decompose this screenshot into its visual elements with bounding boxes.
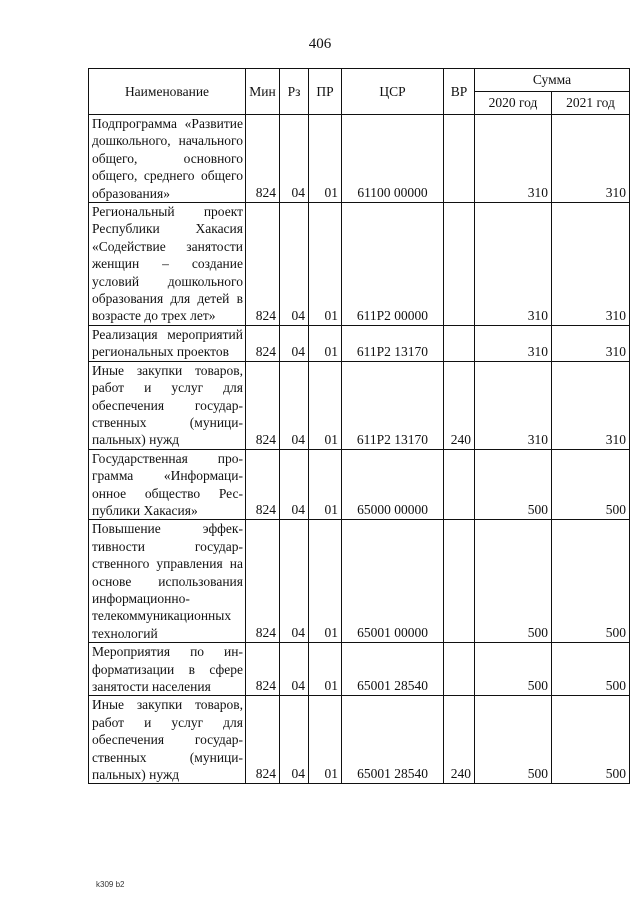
header-sum: Сумма [475,69,630,92]
row-sum-2021: 500 [552,643,630,696]
row-sum-2021: 310 [552,115,630,203]
header-min: Мин [246,69,280,115]
row-csr: 65001 00000 [342,520,444,643]
row-rz: 04 [280,325,309,361]
row-sum-2020: 500 [475,520,552,643]
row-rz: 04 [280,203,309,326]
row-pr: 01 [309,325,342,361]
row-sum-2020: 310 [475,325,552,361]
row-pr: 01 [309,520,342,643]
row-sum-2020: 310 [475,361,552,449]
row-sum-2021: 310 [552,203,630,326]
row-min: 824 [246,325,280,361]
row-pr: 01 [309,643,342,696]
row-name: Реализация мероприятий региональных проектов [89,325,246,361]
row-sum-2021: 310 [552,325,630,361]
row-min: 824 [246,203,280,326]
row-csr: 65000 00000 [342,449,444,520]
row-pr: 01 [309,115,342,203]
row-name: Мероприятия по информатизации в сфере занятости населения [89,643,246,696]
row-vr: 240 [444,696,475,784]
header-name: Наименование [89,69,246,115]
row-min: 824 [246,696,280,784]
row-sum-2021: 500 [552,449,630,520]
header-vr: ВР [444,69,475,115]
row-sum-2020: 310 [475,203,552,326]
row-vr [444,115,475,203]
row-csr: 611P2 00000 [342,203,444,326]
row-csr: 65001 28540 [342,643,444,696]
row-name: Иные закупки товаров, работ и услуг для обеспечения государственных (муниципальных) нужд [89,361,246,449]
row-sum-2021: 310 [552,361,630,449]
row-vr [444,520,475,643]
row-vr: 240 [444,361,475,449]
table-row [89,520,630,643]
table-row [89,361,630,449]
row-csr: 611P2 13170 [342,325,444,361]
row-vr [444,643,475,696]
page-number: 406 [308,36,332,52]
row-rz: 04 [280,115,309,203]
header-csr: ЦСР [342,69,444,115]
row-pr: 01 [309,449,342,520]
row-sum-2021: 500 [552,520,630,643]
row-name: Повышение эффективности государственного управления на основе использования информационно-телекоммуникационных технологий [89,520,246,643]
table-row [89,643,630,696]
row-vr [444,325,475,361]
row-min: 824 [246,520,280,643]
row-min: 824 [246,643,280,696]
row-name: Государственная программа «Информационное общество Республики Хакасия» [89,449,246,520]
row-pr: 01 [309,203,342,326]
row-sum-2020: 500 [475,696,552,784]
row-vr [444,203,475,326]
header-year-2020: 2020 год [475,92,552,115]
row-csr: 61100 00000 [342,115,444,203]
row-vr [444,449,475,520]
row-sum-2021: 500 [552,696,630,784]
header-year-2021: 2021 год [552,92,630,115]
row-name: Подпрограмма «Развитие дошкольного, начального общего, основного общего, среднего общего образования» [89,115,246,203]
row-csr: 65001 28540 [342,696,444,784]
row-min: 824 [246,449,280,520]
table-row [89,325,630,361]
row-rz: 04 [280,643,309,696]
table-row [89,696,630,784]
row-rz: 04 [280,361,309,449]
table-row [89,449,630,520]
row-rz: 04 [280,449,309,520]
row-sum-2020: 310 [475,115,552,203]
row-rz: 04 [280,696,309,784]
row-pr: 01 [309,361,342,449]
row-min: 824 [246,115,280,203]
footer-code: k309 b2 [96,880,125,889]
row-min: 824 [246,361,280,449]
row-name: Региональный проект Республики Хакасия «Содействие занятости женщин – создание условий дошкольного образования для детей в возрасте до трех лет» [89,203,246,326]
header-rz: Рз [280,69,309,115]
table-row [89,115,630,203]
row-sum-2020: 500 [475,643,552,696]
row-name: Иные закупки товаров, работ и услуг для обеспечения государственных (муниципальных) нужд [89,696,246,784]
header-pr: ПР [309,69,342,115]
row-csr: 611P2 13170 [342,361,444,449]
row-rz: 04 [280,520,309,643]
table-row [89,203,630,326]
row-pr: 01 [309,696,342,784]
budget-table [88,68,630,784]
row-sum-2020: 500 [475,449,552,520]
